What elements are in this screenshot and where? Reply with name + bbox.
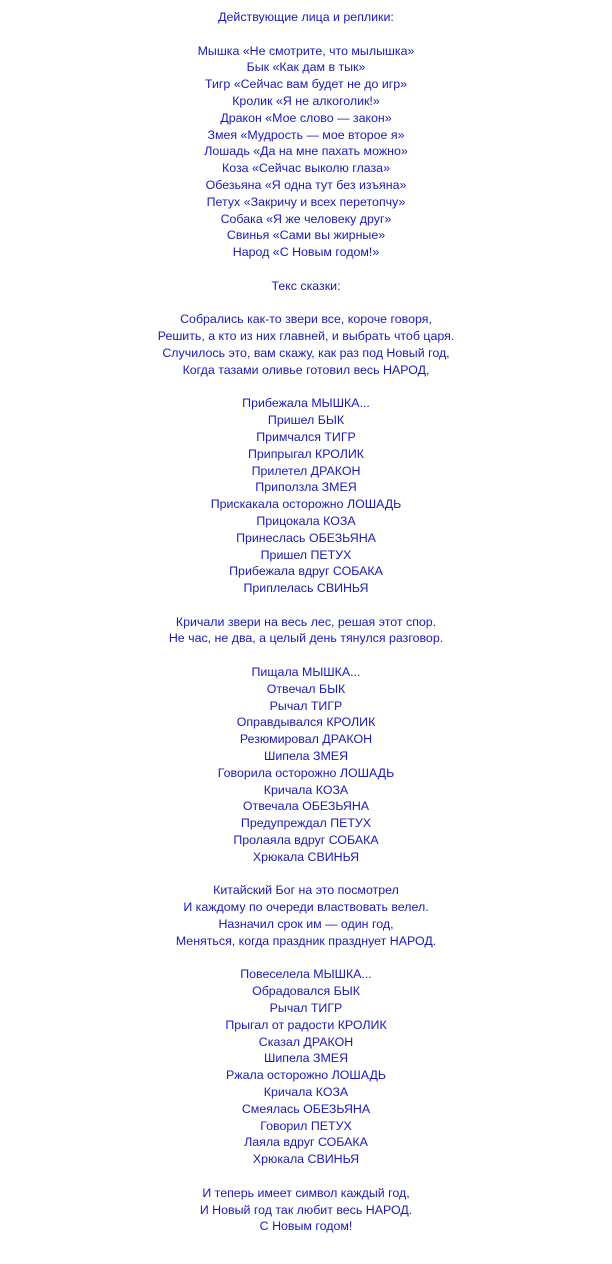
text-line: Свинья «Сами вы жирные» <box>226 228 386 243</box>
text-line: Назначил срок им — один год, <box>218 917 394 932</box>
block-spacer <box>0 1168 612 1185</box>
text-line: Ржала осторожно ЛОШАДЬ <box>226 1068 386 1083</box>
text-line: Тигр «Сейчас вам будет не до игр» <box>204 77 408 92</box>
text-line: Кричала КОЗА <box>263 782 349 797</box>
arguments <box>0 664 612 866</box>
text-line: Бык «Как дам в тык» <box>246 60 366 75</box>
section-heading: Текс сказки: <box>271 278 341 293</box>
text-line: Хрюкала СВИНЬЯ <box>252 849 360 864</box>
text-line: Кричала КОЗА <box>263 1085 349 1099</box>
text-line: Шипела ЗМЕЯ <box>263 1051 349 1066</box>
block-spacer <box>0 379 612 396</box>
text-line: Рычал ТИГР <box>269 1001 343 1016</box>
text-line: Пришел БЫК <box>267 413 345 428</box>
text-line: Пролаяла вдруг СОБАКА <box>233 833 379 848</box>
text-line: Предупреждал ПЕТУХ <box>240 816 372 831</box>
stanza-2 <box>0 614 612 648</box>
text-line: Приползла ЗМЕЯ <box>255 480 357 495</box>
text-line: Шипела ЗМЕЯ <box>263 749 349 764</box>
text-line: Смеялась ОБЕЗЬЯНА <box>241 1101 371 1116</box>
text-line: Обрадовался БЫК <box>252 984 360 999</box>
arrivals <box>0 395 612 597</box>
text-line: Отвечала ОБЕЗЬЯНА <box>242 799 370 814</box>
block-spacer <box>0 295 612 312</box>
text-line: Примчался ТИГР <box>256 429 356 444</box>
tale-heading <box>0 278 612 295</box>
text-line: Принеслась ОБЕЗЬЯНА <box>236 530 376 545</box>
text-line: Случилось это, вам скажу, как раз под Новый год, <box>162 345 450 360</box>
text-line: Прыгал от радости КРОЛИК <box>225 1017 387 1032</box>
text-line: Прискакала осторожно ЛОШАДЬ <box>210 497 402 512</box>
finale <box>0 1185 612 1235</box>
text-line: Обезьяна «Я одна тут без изъяна» <box>205 177 407 192</box>
text-line: Коза «Сейчас выколю глаза» <box>222 161 390 176</box>
text-line: Отвечал БЫК <box>266 681 346 696</box>
text-line: Резюмировал ДРАКОН <box>239 732 373 747</box>
text-line: Прибежала вдруг СОБАКА <box>229 564 383 579</box>
block-spacer <box>0 26 612 43</box>
text-line: Решить, а кто из них главней, и выбрать чтоб царя. <box>157 329 455 344</box>
text-line: Прибежала МЫШКА... <box>242 396 370 411</box>
text-line: Пищала МЫШКА... <box>251 665 361 680</box>
text-line: Повеселела МЫШКА... <box>240 967 372 982</box>
text-line: Говорил ПЕТУХ <box>260 1118 352 1133</box>
text-line: Собака «Я же человеку друг» <box>220 211 392 226</box>
text-line: Прицокала КОЗА <box>256 513 356 528</box>
block-spacer <box>0 647 612 664</box>
section-heading: Действующие лица и реплики: <box>218 10 394 24</box>
text-line: Змея «Мудрость — мое второе я» <box>207 127 405 142</box>
block-spacer <box>0 597 612 614</box>
text-line: Говорила осторожно ЛОШАДЬ <box>217 765 395 780</box>
stanza-1 <box>0 311 612 378</box>
tale-document <box>0 9 612 1235</box>
block-spacer <box>0 950 612 967</box>
text-line: И каждому по очереди властвовать велел. <box>183 900 429 915</box>
text-line: Кролик «Я не алкоголик!» <box>232 93 380 108</box>
text-line: Петух «Закричу и всех перетопчу» <box>206 194 406 209</box>
text-line: Мышка «Не смотрите, что мылышка» <box>197 43 415 58</box>
text-line: И Новый год так любит весь НАРОД. <box>199 1202 413 1217</box>
text-line: Дракон «Мое слово — закон» <box>220 110 392 125</box>
text-line: Народ «С Новым годом!» <box>232 245 380 260</box>
text-line: Пришел ПЕТУХ <box>260 547 352 562</box>
text-line: Приплелась СВИНЬЯ <box>243 581 369 596</box>
block-spacer <box>0 866 612 883</box>
text-line: Оправдывался КРОЛИК <box>236 715 376 730</box>
stanza-3 <box>0 882 612 949</box>
text-line: Лаяла вдруг СОБАКА <box>244 1135 368 1150</box>
text-line: Хрюкала СВИНЬЯ <box>252 1152 360 1167</box>
text-line: Припрыгал КРОЛИК <box>248 446 364 461</box>
cast-list <box>0 43 612 261</box>
text-line: Собрались как-то звери все, короче говоря, <box>180 312 432 327</box>
text-line: Прилетел ДРАКОН <box>251 463 361 478</box>
text-line: Не час, не два, а целый день тянулся разговор. <box>168 631 444 646</box>
text-line: Лошадь «Да на мне пахать можно» <box>204 144 408 159</box>
text-line: Рычал ТИГР <box>269 698 343 713</box>
text-line: Когда тазами оливье готовил весь НАРОД, <box>182 362 430 377</box>
text-line: Сказал ДРАКОН <box>258 1034 354 1049</box>
block-spacer <box>0 261 612 278</box>
text-line: Кричали звери на весь лес, решая этот спор. <box>175 614 437 629</box>
text-line: С Новым годом! <box>259 1219 353 1234</box>
celebrations <box>0 966 612 1168</box>
text-line: И теперь имеет символ каждый год, <box>202 1185 410 1200</box>
text-line: Меняться, когда праздник празднует НАРОД. <box>175 933 437 948</box>
text-line: Китайский Бог на это посмотрел <box>213 883 399 898</box>
cast-heading <box>0 9 612 26</box>
